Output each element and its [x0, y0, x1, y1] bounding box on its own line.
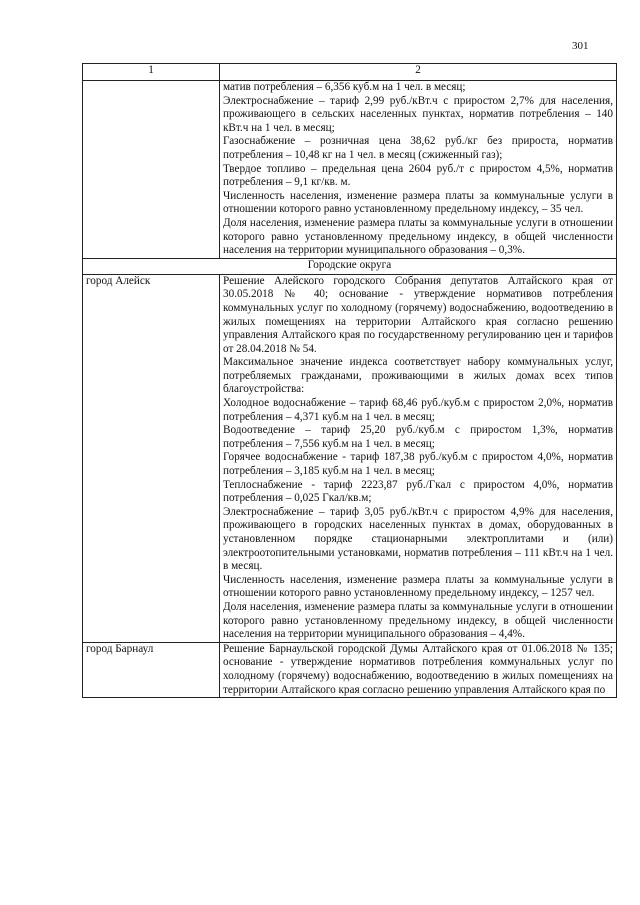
column-header-2: 2	[220, 64, 617, 81]
paragraph: Теплоснабжение - тариф 2223,87 руб./Гкал с приростом 4,0%, норматив потребления – 0,025 Гкал/кв.м;	[223, 478, 613, 505]
content-cell	[220, 81, 617, 259]
paragraph: матив потребления – 6,356 куб.м на 1 чел. в месяц;	[223, 81, 466, 93]
paragraph: Решение Барнаульской городской Думы Алтайского края от 01.06.2018 № 135; основание - утверждение нормативов потребления коммунальных услуг по холодному (горячему) водоснабжению, водоотведению в жилых помещениях на территории Алтайского края согласно решению управления Алтайского края по	[223, 642, 613, 696]
paragraph: Водоотведение – тариф 25,20 руб./куб.м с приростом 1,3%, норматив потребления – 7,556 куб.м на 1 чел. в месяц;	[223, 424, 613, 450]
paragraph: Численность населения, изменение размера платы за коммунальные услуги в отношении которого равно установленному предельному индексу, – 1257 чел.	[223, 573, 613, 600]
paragraph: Доля населения, изменение размера платы за коммунальные услуги в отношении которого равно установленному предельному индексу, в общей численности населения на территории муниципального образования – 4,4%.	[223, 600, 613, 641]
paragraph: Холодное водоснабжение – тариф 68,46 руб./куб.м с приростом 2,0%, норматив потребления – 4,371 куб.м на 1 чел. в месяц;	[223, 397, 613, 423]
paragraph: Газоснабжение – розничная цена 38,62 руб./кг без прироста, норматив потребления – 10,48 кг на 1 чел. в месяц (сжиженный газ);	[223, 135, 613, 161]
tariff-table	[82, 63, 617, 698]
content-cell	[220, 642, 617, 697]
paragraph: Максимальное значение индекса соответствует набору коммунальных услуг, потребляемых гражданами, проживающими в жилых домах всех типов благоустройства:	[223, 356, 613, 396]
page-number: 301	[572, 40, 589, 52]
section-row	[83, 258, 617, 274]
paragraph: Твердое топливо – предельная цена 2604 руб./т с приростом 4,5%, норматив потребления – 9,1 кг/кв. м.	[223, 162, 613, 189]
paragraph: Электроснабжение – тариф 2,99 руб./кВт.ч с приростом 2,7% для населения, проживающего в сельских населенных пунктах, норматив потребления – 140 кВт.ч на 1 чел. в месяц;	[223, 94, 613, 134]
city-cell: город Алейск	[83, 274, 220, 642]
column-header-1: 1	[83, 64, 220, 81]
table-row-continuation	[83, 81, 617, 259]
table-header-row	[83, 64, 617, 81]
content-cell	[220, 274, 617, 642]
table-row-barnaul	[83, 642, 617, 697]
paragraph: Доля населения, изменение размера платы за коммунальные услуги в отношении которого равно установленному предельному индексу, в общей численности населения на территории муниципального образования – 0,3%.	[223, 216, 613, 257]
paragraph: Решение Алейского городского Собрания депутатов Алтайского края от 30.05.2018 № 40; основание - утверждение нормативов потребления коммунальных услуг по холодному (горячему) водоснабжению, водоотведению в жилых помещениях на территории Алтайского края согласно решению управления Алтайского края по государственному регулированию цен и тарифов от 28.04.2018 № 54.	[223, 274, 613, 355]
table-row-aleysk	[83, 274, 617, 642]
city-cell	[83, 81, 220, 259]
section-title: Городские округа	[83, 258, 617, 274]
paragraph: Численность населения, изменение размера платы за коммунальные услуги в отношении которого равно установленному предельному индексу, – 35 чел.	[223, 189, 613, 216]
city-cell: город Барнаул	[83, 642, 220, 697]
paragraph: Электроснабжение – тариф 3,05 руб./кВт.ч с приростом 4,9% для населения, проживающего в городских населенных пунктах в домах, оборудованных в установленном порядке стационарными электроплитами и (или) электроотопительными установками, норматив потребления – 111 кВт.ч на 1 чел. в месяц.	[223, 505, 613, 573]
paragraph: Горячее водоснабжение - тариф 187,38 руб./куб.м с приростом 4,0%, норматив потребления – 3,185 куб.м на 1 чел. в месяц;	[223, 451, 613, 478]
